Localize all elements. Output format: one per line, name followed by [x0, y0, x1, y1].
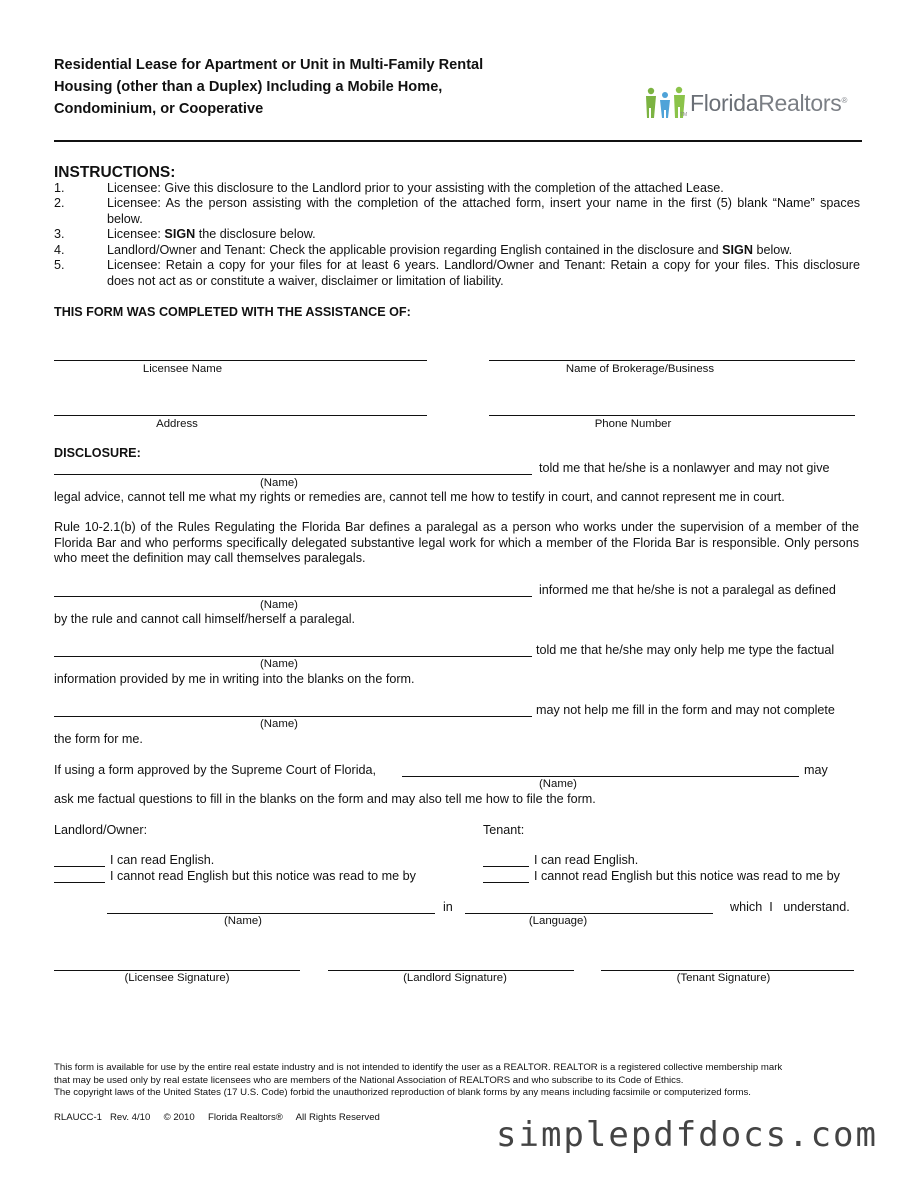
- landlord-owner-label: Landlord/Owner:: [54, 823, 148, 837]
- instruction-item: Licensee: As the person assisting with the completion of the attached form, insert your name in the first (5) blank “Name” spaces below.: [107, 196, 860, 226]
- registered-mark: ®: [841, 96, 848, 105]
- instruction-text: the disclosure below.: [195, 227, 316, 241]
- name-field-2[interactable]: [54, 596, 532, 597]
- statement-1-tail: told me that he/she is a nonlawyer and may not give: [539, 461, 830, 475]
- instruction-text: below.: [752, 243, 793, 257]
- instruction-item: [107, 243, 860, 259]
- statement-3-tail: told me that he/she may only help me type the factual: [536, 643, 835, 657]
- statement-4-line: the form for me.: [54, 732, 143, 746]
- florida-realtors-logo: [644, 86, 854, 122]
- landlord-cannot-read-text: I cannot read English but this notice was read to me by: [110, 869, 416, 883]
- statement-3-line: information provided by me in writing into the blanks on the form.: [54, 672, 415, 686]
- legal-notice: [54, 1062, 864, 1100]
- in-word: in: [443, 900, 453, 914]
- rule-paragraph: Rule 10-2.1(b) of the Rules Regulating the Florida Bar defines a paralegal as a person who works under the supervision of a member of the Florida Bar and who performs specifically delegated substantive legal work for which a member of the Florida Bar is responsible. Only persons who meet the definition may call themselves paralegals.: [54, 520, 859, 566]
- logo-text-realtors: Realtors: [758, 90, 842, 116]
- legal-notice-line: This form is available for use by the entire real estate industry and is not intended to identify the user as a REALTOR. REALTOR is a registered collective membership mark: [54, 1062, 783, 1073]
- logo-tm: TM: [680, 112, 688, 118]
- title-line: Housing (other than a Duplex) Including a Mobile Home,: [54, 79, 443, 95]
- licensee-signature-label: (Licensee Signature): [124, 972, 230, 984]
- name-caption: (Name): [260, 599, 298, 611]
- header-divider: [54, 140, 862, 142]
- watermark: simplepdfdocs.com: [496, 1115, 878, 1155]
- landlord-signature-field[interactable]: [328, 970, 574, 971]
- tenant-cannot-read-checkbox[interactable]: [483, 882, 529, 883]
- statement-5-tail: may: [804, 763, 828, 777]
- name-caption: (Name): [260, 658, 298, 670]
- address-label: Address: [156, 418, 198, 430]
- brokerage-name-label: Name of Brokerage/Business: [565, 363, 715, 375]
- instruction-item: Licensee: Give this disclosure to the Landlord prior to your assisting with the completion of the attached Lease.: [107, 181, 724, 195]
- disclosure-heading: DISCLOSURE:: [54, 446, 141, 460]
- licensee-name-field[interactable]: [54, 360, 427, 361]
- form-footer: RLAUCC-1 Rev. 4/10 © 2010 Florida Realtors® All Rights Reserved: [54, 1112, 380, 1123]
- name-field-4[interactable]: [54, 716, 532, 717]
- statement-2-line: by the rule and cannot call himself/herself a paralegal.: [54, 612, 356, 626]
- tenant-label: Tenant:: [483, 823, 525, 837]
- brokerage-name-field[interactable]: [489, 360, 855, 361]
- tenant-signature-field[interactable]: [601, 970, 854, 971]
- instruction-number: 2.: [54, 196, 65, 210]
- tenant-can-read-text: I can read English.: [534, 853, 639, 867]
- statement-2-tail: informed me that he/she is not a paralegal as defined: [539, 583, 836, 597]
- instruction-text: Licensee:: [107, 227, 165, 241]
- reader-name-field[interactable]: [107, 913, 435, 914]
- logo-wordmark: [690, 90, 847, 117]
- statement-4-tail: may not help me fill in the form and may not complete: [536, 703, 835, 717]
- instruction-item: [107, 227, 860, 243]
- statement-5-head: If using a form approved by the Supreme Court of Florida,: [54, 763, 377, 777]
- instruction-number: 1.: [54, 181, 65, 195]
- name-caption: (Name): [260, 477, 298, 489]
- landlord-can-read-text: I can read English.: [110, 853, 215, 867]
- instruction-text: Landlord/Owner and Tenant: Check the applicable provision regarding English contained in the disclosure and: [107, 243, 723, 257]
- language-caption: (Language): [528, 915, 588, 927]
- language-field[interactable]: [465, 913, 713, 914]
- phone-number-label: Phone Number: [594, 418, 672, 430]
- tenant-signature-label: (Tenant Signature): [676, 972, 771, 984]
- instruction-number: 4.: [54, 243, 65, 257]
- legal-notice-line: The copyright laws of the United States (17 U.S. Code) forbid the unauthorized reproduction of blank forms by any means including facsimile or computerized forms.: [54, 1087, 751, 1099]
- reader-name-caption: (Name): [224, 915, 262, 927]
- instruction-number: 5.: [54, 258, 65, 272]
- statement-1-line: legal advice, cannot tell me what my rights or remedies are, cannot tell me how to testify in court, and cannot represent me in court.: [54, 490, 785, 504]
- title-line: Condominium, or Cooperative: [54, 101, 264, 117]
- instruction-bold: SIGN: [164, 227, 196, 241]
- tenant-can-read-checkbox[interactable]: [483, 866, 529, 867]
- form-title: [54, 54, 614, 120]
- name-caption: (Name): [539, 778, 577, 790]
- licensee-name-label: Licensee Name: [142, 363, 223, 375]
- name-field-3[interactable]: [54, 656, 532, 657]
- title-line: Residential Lease for Apartment or Unit in Multi-Family Rental: [54, 57, 484, 73]
- instruction-item: Licensee: Retain a copy for your files for at least 6 years. Landlord/Owner and Tenant: Retain a copy for your files. This disclosure does not act as or constitute a waiver, disclaimer or limitation of liability.: [107, 258, 860, 288]
- instructions-heading: INSTRUCTIONS:: [54, 164, 176, 181]
- phone-number-field[interactable]: [489, 415, 855, 416]
- landlord-cannot-read-checkbox[interactable]: [54, 882, 105, 883]
- legal-notice-line: that may be used only by real estate licensees who are members of the National Association of REALTORS and who subscribe to its Code of Ethics.: [54, 1074, 684, 1086]
- statement-5-line: ask me factual questions to fill in the blanks on the form and may also tell me how to file the form.: [54, 792, 596, 806]
- address-field[interactable]: [54, 415, 427, 416]
- landlord-can-read-checkbox[interactable]: [54, 866, 105, 867]
- licensee-signature-field[interactable]: [54, 970, 300, 971]
- name-field-5[interactable]: [402, 776, 799, 777]
- name-field-1[interactable]: [54, 474, 532, 475]
- landlord-signature-label: (Landlord Signature): [403, 972, 507, 984]
- understand-text: which I understand.: [730, 900, 850, 914]
- instruction-bold: SIGN: [722, 243, 753, 257]
- name-caption: (Name): [260, 718, 298, 730]
- logo-text-florida: Florida: [690, 90, 759, 116]
- instruction-number: 3.: [54, 227, 65, 241]
- tenant-cannot-read-text: I cannot read English but this notice was read to me by: [534, 869, 840, 883]
- assistance-heading: THIS FORM WAS COMPLETED WITH THE ASSISTANCE OF:: [54, 305, 411, 319]
